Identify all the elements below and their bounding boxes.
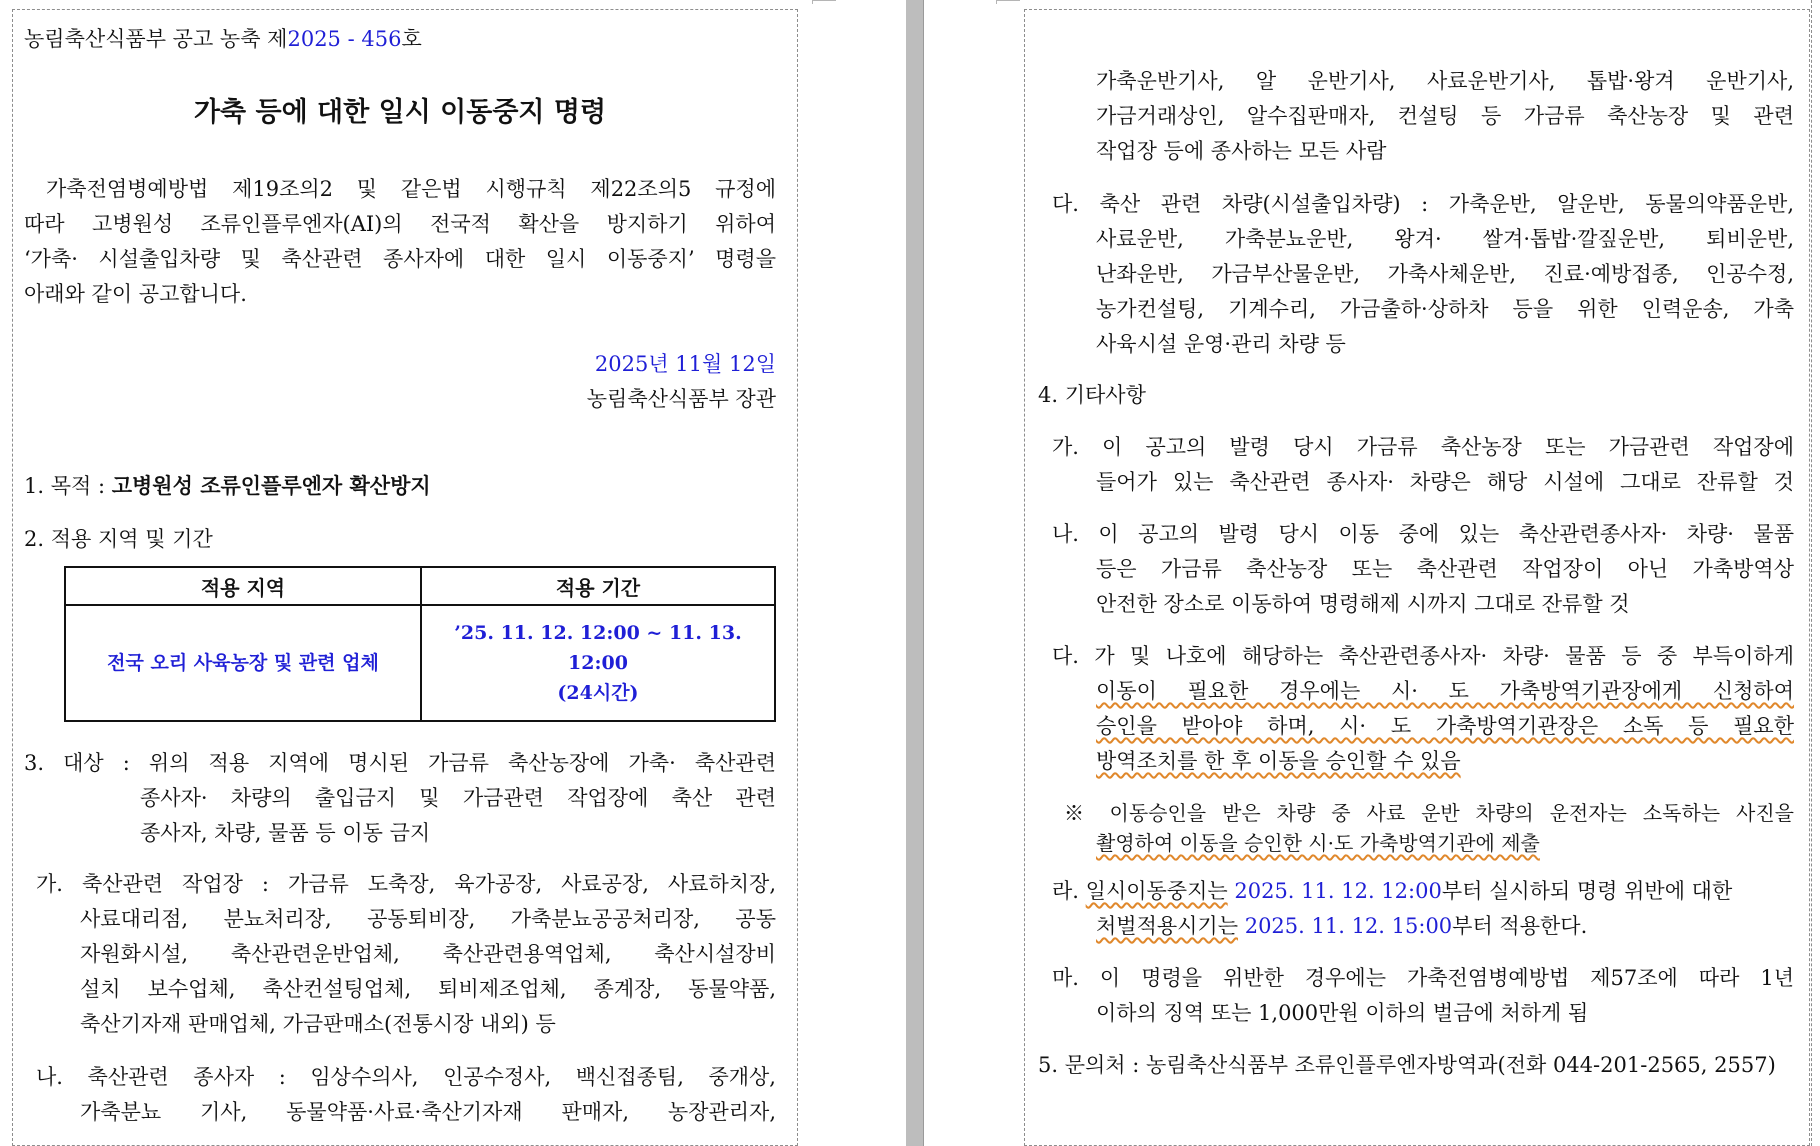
page-gutter-edge [923, 0, 924, 1146]
item-line: 나. 축산관련 종사자 : 임상수의사, 인공수정사, 백신접종팀, 중개상, [36, 1065, 776, 1089]
item-line: 가. 축산관련 작업장 : 가금류 도축장, 육가공장, 사료공장, 사료하치장, [36, 872, 776, 896]
penalty-start-label: 처벌적용시기는 [1096, 914, 1239, 938]
margin-guide [1811, 0, 1812, 1146]
item-line: 들어가 있는 축산관련 종사자· 차량은 해당 시설에 그대로 잔류할 것 [1096, 470, 1794, 494]
item-line: 다. 축산 관련 차량(시설출입차량) : 가축운반, 알운반, 동물의약품운반, [1052, 192, 1794, 216]
section-purpose-value: 고병원성 조류인플루엔자 확산방지 [111, 473, 431, 498]
issuer: 농림축산식품부 장관 [586, 387, 776, 411]
section-purpose-label: 1. 목적 : [24, 474, 106, 498]
item-line: 설치 보수업체, 축산컨설팅업체, 퇴비제조업체, 종계장, 동물약품, [80, 977, 776, 1001]
item-line: 사료대리점, 분뇨처리장, 공동퇴비장, 가축분뇨공공처리장, 공동 [80, 907, 776, 931]
period-duration: (24시간) [557, 682, 639, 704]
item-line: 이동이 필요한 경우에는 시· 도 가축방역기관장에게 신청하여 [1096, 679, 1795, 703]
table-header: 적용 기간 [421, 567, 775, 605]
item-line: 이하의 징역 또는 1,000만원 이하의 벌금에 처하게 됨 [1096, 1001, 1589, 1025]
notice-number [24, 24, 422, 54]
item-line: 나. 이 공고의 발령 당시 이동 중에 있는 축산관련종사자· 차량· 물품 [1052, 522, 1794, 546]
item-line [1096, 911, 1587, 941]
penalty-start-date: 2025. 11. 12. 15:00 [1244, 914, 1453, 938]
notice-number-suffix: 호 [401, 27, 422, 51]
intro-line: ‘가축· 시설출입차량 및 축산관련 종사자에 대한 일시 이동중지’ 명령을 [24, 247, 776, 271]
section-region-period: 2. 적용 지역 및 기간 [24, 527, 213, 551]
item-line: 등은 가금류 축산농장 또는 축산관련 작업장이 아닌 가축방역상 [1096, 557, 1794, 581]
item-line: 난좌운반, 가금부산물운반, 가축사체운반, 진료·예방접종, 인공수정, [1096, 262, 1794, 286]
item-line: 사료운반, 가축분뇨운반, 왕겨· 쌀겨·톱밥·깔짚운반, 퇴비운반, [1096, 227, 1794, 251]
item-line: 사육시설 운영·관리 차량 등 [1096, 332, 1346, 356]
section-purpose [24, 471, 431, 501]
region-period-table [64, 566, 776, 722]
section-contact: 5. 문의처 : 농림축산식품부 조류인플루엔자방역과(전화 044-201-2565, 2557) [1038, 1053, 1776, 1077]
item-line: 가축운반기사, 알 운반기사, 사료운반기사, 톱밥·왕겨 운반기사, [1096, 69, 1794, 93]
document-title: 가축 등에 대한 일시 이동중지 명령 [193, 97, 607, 128]
suspension-start-tail: 부터 실시하되 명령 위반에 대한 [1441, 879, 1733, 903]
item-line: 축산기자재 판매업체, 가금판매소(전통시장 내외) 등 [80, 1012, 556, 1036]
period-time: ’25. 11. 12. 12:00 ~ 11. 13. 12:00 [454, 622, 742, 674]
suspension-start-label: 일시이동중지는 [1085, 879, 1228, 903]
table-cell-region: 전국 오리 사육농장 및 관련 업체 [65, 605, 421, 721]
section-target-line: 종사자· 차량의 출입금지 및 가금관련 작업장에 축산 관련 [140, 786, 776, 810]
notice-number-prefix: 농림축산식품부 공고 농축 제 [24, 27, 288, 51]
item-line: 가. 이 공고의 발령 당시 가금류 축산농장 또는 가금관련 작업장에 [1052, 435, 1794, 459]
item-line: 다. 가 및 나호에 해당하는 축산관련종사자· 차량· 물품 등 중 부득이하게 [1052, 644, 1794, 668]
intro-line: 가축전염병예방법 제19조의2 및 같은법 시행규칙 제22조의5 규정에 [46, 177, 776, 201]
table-cell-period [421, 605, 775, 721]
table-header: 적용 지역 [65, 567, 421, 605]
item-line: 방역조치를 한 후 이동을 승인할 수 있음 [1096, 749, 1461, 773]
item-line: 가축분뇨 기사, 동물약품·사료·축산기자재 판매자, 농장관리자, [80, 1100, 776, 1124]
intro-line: 따라 고병원성 조류인플루엔자(AI)의 전국적 확산을 방지하기 위하여 [24, 212, 776, 236]
suspension-start-date: 2025. 11. 12. 12:00 [1234, 879, 1442, 903]
item-line: 가금거래상인, 알수집판매자, 컨설팅 등 가금류 축산농장 및 관련 [1096, 104, 1794, 128]
item-line: 자원화시설, 축산관련운반업체, 축산관련용역업체, 축산시설장비 [80, 942, 776, 966]
section-other: 4. 기타사항 [1038, 383, 1146, 407]
item-line: 농가컨설팅, 기계수리, 가금출하·상하차 등을 위한 인력운송, 가축 [1096, 297, 1794, 321]
note-line: 촬영하여 이동을 승인한 시·도 가축방역기관에 제출 [1096, 831, 1540, 855]
item-label: 라. [1052, 879, 1079, 903]
issue-date: 2025년 11월 12일 [594, 352, 776, 376]
page-corner-mark [812, 0, 836, 4]
item-line: 작업장 등에 종사하는 모든 사람 [1096, 139, 1387, 163]
section-target-line: 3. 대상 : 위의 적용 지역에 명시된 가금류 축산농장에 가축· 축산관련 [24, 751, 776, 775]
intro-line: 아래와 같이 공고합니다. [24, 282, 247, 306]
item-line [1052, 876, 1732, 906]
page-corner-mark [996, 0, 1020, 4]
section-target-line: 종사자, 차량, 물품 등 이동 금지 [140, 821, 431, 845]
penalty-start-tail: 부터 적용한다. [1452, 914, 1588, 938]
page-gutter [906, 0, 923, 1146]
item-line: 마. 이 명령을 위반한 경우에는 가축전염병예방법 제57조에 따라 1년 [1052, 966, 1794, 990]
item-line: 승인을 받아야 하며, 시· 도 가축방역기관장은 소독 등 필요한 [1096, 714, 1794, 738]
notice-number-value: 2025 - 456 [287, 27, 402, 51]
item-line: 안전한 장소로 이동하여 명령해제 시까지 그대로 잔류할 것 [1096, 592, 1630, 616]
note-line: ※ 이동승인을 받은 차량 중 사료 운반 차량의 운전자는 소독하는 사진을 [1064, 801, 1794, 825]
